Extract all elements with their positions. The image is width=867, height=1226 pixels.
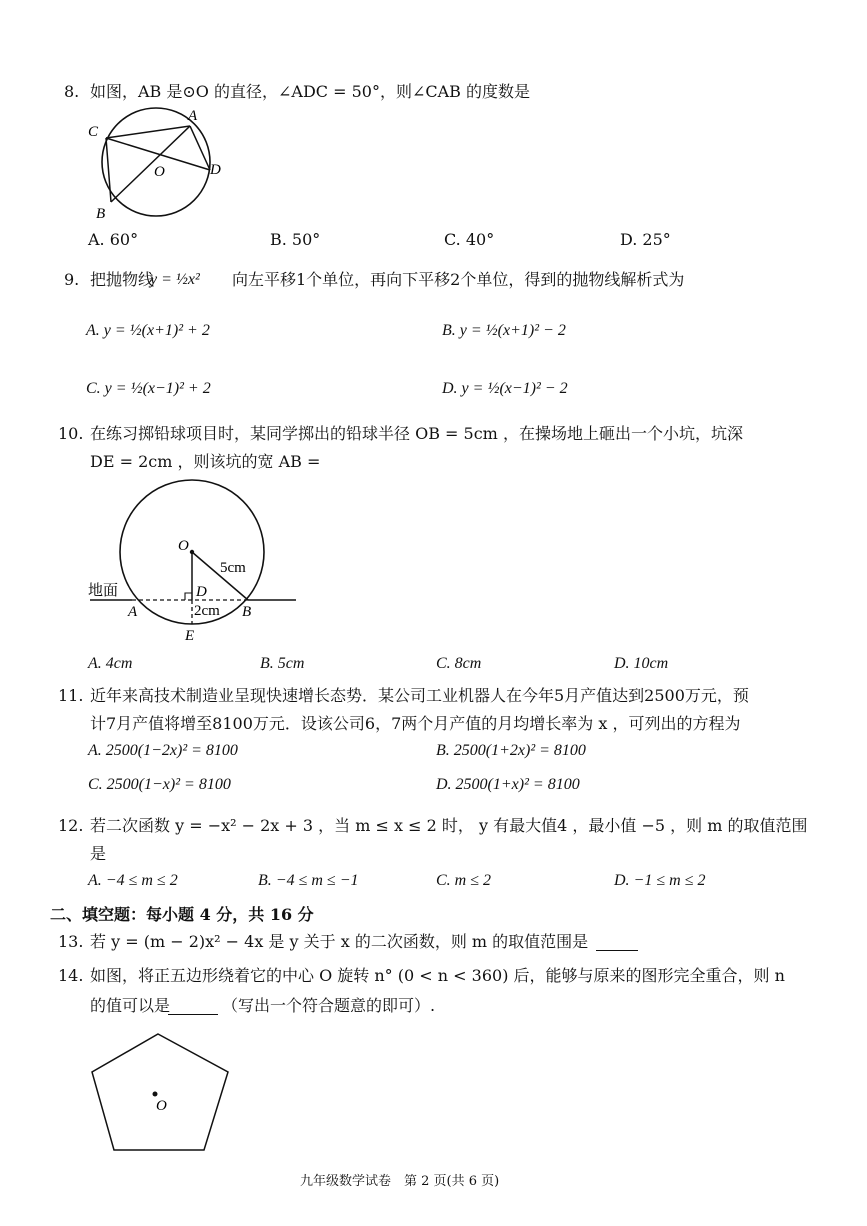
q9-option-b: B. y = ½(x+1)² − 2 (442, 322, 566, 339)
q9-number: 9. (64, 270, 80, 289)
q10-line1: 在练习掷铅球项目时，某同学掷出的铅球半径 OB = 5cm ，在操场地上砸出一个小坑，坑深 (90, 424, 743, 443)
q10-label-D: D (196, 584, 207, 600)
q10-label-depth: 2cm (194, 603, 220, 619)
q13-number: 13. (58, 932, 84, 951)
q14-answer-blank[interactable] (168, 998, 218, 1015)
q10-option-a: A. 4cm (88, 655, 133, 672)
q10-ball-figure (84, 476, 304, 648)
q12-option-a: A. −4 ≤ m ≤ 2 (88, 872, 178, 889)
q8-option-b: B. 50° (270, 230, 321, 249)
q8-label-O: O (154, 164, 165, 180)
q10-number: 10. (58, 424, 84, 443)
q14-line2-b: （写出一个符合题意的即可）. (222, 996, 436, 1015)
q12-line2: 是 (90, 844, 107, 863)
q11-option-a: A. 2500(1−2x)² = 8100 (88, 742, 238, 759)
q8-number: 8. (64, 82, 80, 101)
q14-line2-a: 的值可以是 (90, 996, 171, 1015)
q10-label-r: 5cm (220, 560, 246, 576)
q8-label-D: D (210, 162, 221, 178)
q10-label-O: O (178, 538, 189, 554)
q10-label-B: B (242, 604, 252, 620)
q13-text: 若 y = (m − 2)x² − 4x 是 y 关于 x 的二次函数，则 m 的取值范围是 (90, 932, 589, 951)
q9-option-a: A. y = ½(x+1)² + 2 (86, 322, 210, 339)
q14-pentagon-figure (86, 1030, 236, 1156)
q9-option-c: C. y = ½(x−1)² + 2 (86, 380, 211, 397)
q8-label-A: A (188, 108, 198, 124)
q10-option-c: C. 8cm (436, 655, 482, 672)
q11-line2: 计7月产值将增至8100万元．设该公司6，7两个月产值的月均增长率为 x ，可列出的方程为 (90, 714, 741, 733)
q8-stem: 如图，AB 是⊙O 的直径，∠ADC = 50°，则∠CAB 的度数是 (90, 82, 531, 101)
q12-number: 12. (58, 816, 84, 835)
q10-option-d: D. 10cm (614, 655, 669, 672)
q12-option-d: D. −1 ≤ m ≤ 2 (614, 872, 706, 889)
q8-option-a: A. 60° (88, 230, 139, 249)
q9-stem-a: 把抛物线 (90, 270, 155, 289)
q8-label-C: C (88, 124, 99, 140)
q9-parabola: y = ½x² (150, 271, 200, 288)
q8-option-d: D. 25° (620, 230, 671, 249)
q10-line2: DE = 2cm ，则该坑的宽 AB = (90, 452, 321, 471)
q10-label-A: A (128, 604, 138, 620)
q10-label-ground: 地面 (88, 583, 119, 599)
q13-answer-blank[interactable] (596, 934, 638, 951)
q11-option-d: D. 2500(1+x)² = 8100 (436, 776, 580, 793)
q9-stem-b: 向左平移1个单位，再向下平移2个单位，得到的抛物线解析式为 (232, 270, 685, 289)
q11-option-b: B. 2500(1+2x)² = 8100 (436, 742, 586, 759)
q14-line1: 如图，将正五边形绕着它的中心 O 旋转 n° (0 < n < 360) 后，能够与原来的图形完全重合，则 n (90, 966, 785, 985)
q10-label-E: E (185, 628, 195, 644)
q10-option-b: B. 5cm (260, 655, 305, 672)
q12-line1: 若二次函数 y = −x² − 2x + 3 ，当 m ≤ x ≤ 2 时， y 有最大值4 ，最小值 −5 ，则 m 的取值范围 (90, 816, 808, 835)
section-heading: 二、填空题：每小题 4 分，共 16 分 (50, 905, 314, 924)
q12-option-c: C. m ≤ 2 (436, 872, 492, 889)
q8-label-B: B (96, 206, 106, 222)
q14-number: 14. (58, 966, 84, 985)
q8-circle-figure (84, 104, 234, 224)
q11-option-c: C. 2500(1−x)² = 8100 (88, 776, 231, 793)
q11-number: 11. (58, 686, 84, 705)
q9-option-d: D. y = ½(x−1)² − 2 (442, 380, 568, 397)
q14-label-O: O (156, 1098, 167, 1114)
q8-option-c: C. 40° (444, 230, 495, 249)
page-footer: 九年级数学试卷 第 2 页(共 6 页) (300, 1174, 500, 1189)
q11-line1: 近年来高技术制造业呈现快速增长态势．某公司工业机器人在今年5月产值达到2500万元，预 (90, 686, 749, 705)
q12-option-b: B. −4 ≤ m ≤ −1 (258, 872, 359, 889)
